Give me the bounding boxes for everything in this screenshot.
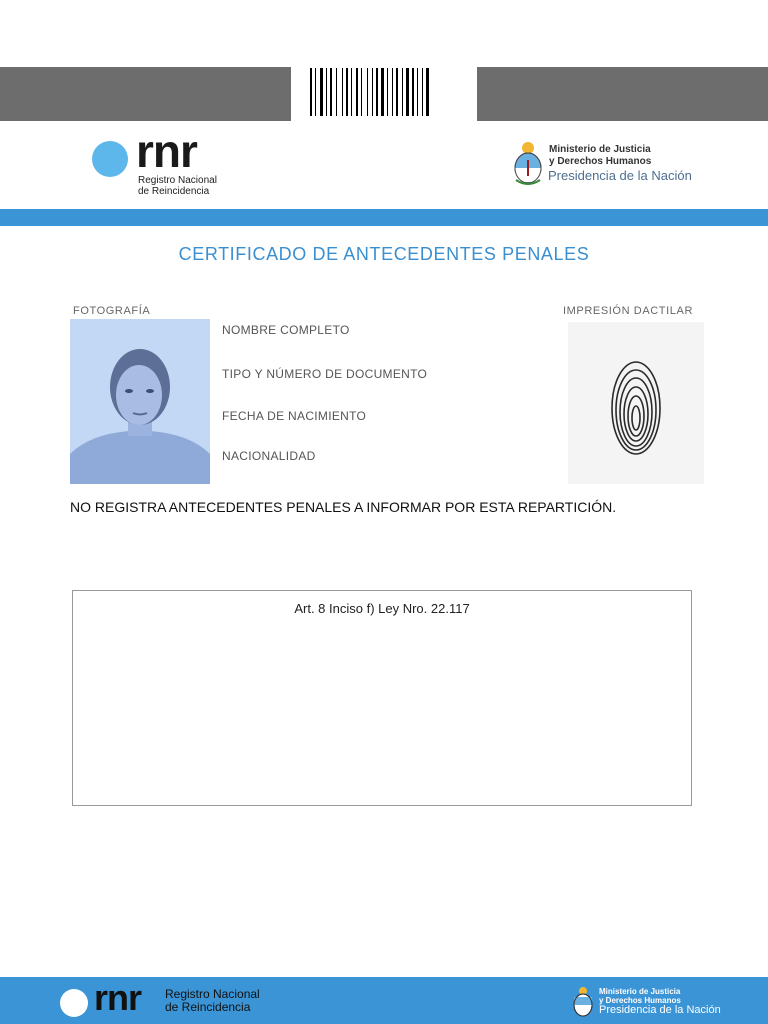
field-birth-date: FECHA DE NACIMIENTO <box>222 409 367 423</box>
field-document: TIPO Y NÚMERO DE DOCUMENTO <box>222 367 428 381</box>
footer-rnr-subtitle <box>165 988 260 1014</box>
argentina-shield-icon <box>512 140 544 188</box>
rnr-logo-text: rnr <box>136 125 197 177</box>
fingerprint-icon <box>568 322 704 484</box>
footer-sub-line-1: Registro Nacional <box>165 987 260 1001</box>
footer-ministry-line-2: y Derechos Humanos <box>599 996 681 1005</box>
rnr-logo-dot <box>92 141 128 177</box>
footer-sub-line-2: de Reincidencia <box>165 1000 251 1014</box>
rnr-sub-line-2: de Reincidencia <box>138 186 210 197</box>
footer-ministry-line-1: Ministerio de Justicia <box>599 987 681 996</box>
legal-box <box>72 590 692 806</box>
ministry-presidency: Presidencia de la Nación <box>548 168 692 183</box>
footer-shield-icon <box>572 986 594 1018</box>
ministry-line-2: y Derechos Humanos <box>549 156 652 167</box>
photo <box>70 319 210 484</box>
footer-ministry-presidency: Presidencia de la Nación <box>599 1004 721 1016</box>
footer-rnr-text: rnr <box>94 977 142 1018</box>
fingerprint-box <box>568 322 704 484</box>
rnr-sub-line-1: Registro Nacional <box>138 175 217 186</box>
certificate-title: CERTIFICADO DE ANTECEDENTES PENALES <box>178 244 590 264</box>
fingerprint-label: IMPRESIÓN DACTILAR <box>563 305 693 317</box>
top-band-right <box>477 67 768 121</box>
ministry-title <box>549 144 651 168</box>
field-full-name: NOMBRE COMPLETO <box>222 323 350 337</box>
rnr-logo-subtitle <box>138 175 217 197</box>
top-band-left <box>0 67 291 121</box>
header-blue-band <box>0 209 768 226</box>
field-nationality: NACIONALIDAD <box>222 449 316 463</box>
photo-label: FOTOGRAFÍA <box>73 305 151 317</box>
footer-ministry-title <box>599 987 681 1005</box>
legal-reference: Art. 8 Inciso f) Ley Nro. 22.117 <box>294 601 470 616</box>
no-records-statement: NO REGISTRA ANTECEDENTES PENALES A INFORMAR POR ESTA REPARTICIÓN. <box>70 499 617 515</box>
person-photo-icon <box>70 319 210 484</box>
barcode-icon <box>308 68 456 116</box>
footer-rnr-dot <box>60 989 88 1017</box>
ministry-line-1: Ministerio de Justicia <box>549 144 651 155</box>
